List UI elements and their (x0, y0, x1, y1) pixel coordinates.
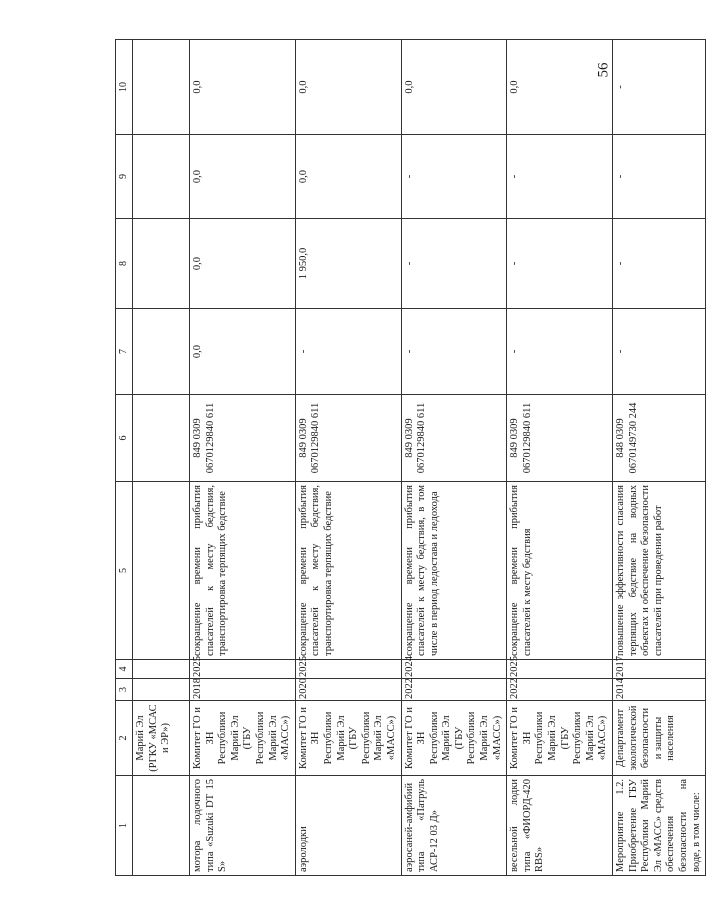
budget-code: 849 0309 0670129840 611 (190, 395, 296, 482)
value-col10: - (613, 40, 706, 135)
executor: Департамент экологической безопасности и защиты населения (613, 701, 706, 776)
executor: Комитет ГО и ЗН Республики Марий Эл (ГБУ Республики Марий Эл «МАСС») (190, 701, 296, 776)
header-cell: 9 (116, 135, 133, 219)
table-row (613, 40, 706, 876)
value-col10: 0,0 (190, 40, 296, 135)
measure-name: мотора лодочного типа «Suzuki DT 15 S» (190, 776, 296, 876)
header-cell: 1 (116, 776, 133, 876)
end-year (133, 660, 190, 679)
table-row (401, 40, 507, 876)
executor: Комитет ГО и ЗН Республики Марий Эл (ГБУ Республики Марий Эл «МАСС») (401, 701, 507, 776)
value-col9: - (613, 135, 706, 219)
value-col8: - (401, 219, 507, 309)
value-col7: - (401, 309, 507, 395)
rotated-table-wrapper (115, 40, 702, 876)
table-row (507, 40, 613, 876)
value-col7: 0,0 (190, 309, 296, 395)
end-year: 2024 (401, 660, 507, 679)
end-year: 2025 (507, 660, 613, 679)
expected-result (133, 482, 190, 660)
start-year: 2022 (401, 679, 507, 701)
value-col8: 1 950,0 (295, 219, 401, 309)
value-col8 (133, 219, 190, 309)
executor: Комитет ГО и ЗН Республики Марий Эл (ГБУ Республики Марий Эл «МАСС») (507, 701, 613, 776)
expected-result: повышение эффективности спасания терпящих бедствие на водных объектах и обеспечение безопасности спасателей при проведении работ (613, 482, 706, 660)
start-year: 2018 (190, 679, 296, 701)
value-col10: 0,0 (507, 40, 613, 135)
end-year: 2025 (190, 660, 296, 679)
header-cell: 10 (116, 40, 133, 135)
page-number: 56 (595, 62, 612, 78)
program-table (115, 39, 706, 876)
value-col7: - (613, 309, 706, 395)
value-col9: - (401, 135, 507, 219)
header-cell: 7 (116, 309, 133, 395)
end-year: 2017 (613, 660, 706, 679)
header-cell: 2 (116, 701, 133, 776)
value-col9: 0,0 (295, 135, 401, 219)
header-cell: 3 (116, 679, 133, 701)
header-row (116, 40, 133, 876)
end-year: 2025 (295, 660, 401, 679)
header-cell: 6 (116, 395, 133, 482)
measure-name: аэросаней-амфибий типа «Патруль АСР-12 03 Д» (401, 776, 507, 876)
start-year: 2022 (507, 679, 613, 701)
measure-name: весельной лодки типа «ФИОРД-420 RBS» (507, 776, 613, 876)
start-year (133, 679, 190, 701)
table-row (295, 40, 401, 876)
value-col8: - (613, 219, 706, 309)
measure-name: Мероприятие 1.2. Приобретение ГБУ Республики Марий Эл «МАСС» средств обеспечения безопасности на воде, в том числе: (613, 776, 706, 876)
budget-code (133, 395, 190, 482)
budget-code: 849 0309 0670129840 611 (295, 395, 401, 482)
value-col7: - (507, 309, 613, 395)
start-year: 2014 (613, 679, 706, 701)
expected-result: сокращение времени прибытия спасателей к месту бедствия, транспортировка терпящих бедствие (295, 482, 401, 660)
executor: Комитет ГО и ЗН Республики Марий Эл (ГБУ Республики Марий Эл «МАСС») (295, 701, 401, 776)
start-year: 2020 (295, 679, 401, 701)
value-col7: - (295, 309, 401, 395)
table-row (133, 40, 190, 876)
value-col9: 0,0 (190, 135, 296, 219)
header-cell: 8 (116, 219, 133, 309)
expected-result: сокращение времени прибытия спасателей к месту бедствия, транспортировка терпящих бедствие (190, 482, 296, 660)
budget-code: 849 0309 0670129840 611 (507, 395, 613, 482)
header-cell: 4 (116, 660, 133, 679)
budget-code: 849 0309 0670129840 611 (401, 395, 507, 482)
measure-name: аэролодки (295, 776, 401, 876)
value-col10: 0,0 (295, 40, 401, 135)
value-col9: - (507, 135, 613, 219)
value-col8: 0,0 (190, 219, 296, 309)
expected-result: сокращение времени прибытия спасателей к месту бедствия (507, 482, 613, 660)
value-col8: - (507, 219, 613, 309)
value-col10 (133, 40, 190, 135)
table-row (190, 40, 296, 876)
measure-name (133, 776, 190, 876)
header-cell: 5 (116, 482, 133, 660)
executor: Марий Эл (РГКУ «МСАС и ЭР») (133, 701, 190, 776)
expected-result: сокращение времени прибытия спасателей к месту бедствия, в том числе в период ледостава и ледохода (401, 482, 507, 660)
value-col9 (133, 135, 190, 219)
value-col7 (133, 309, 190, 395)
budget-code: 848 0309 0670149730 244 (613, 395, 706, 482)
value-col10: 0,0 (401, 40, 507, 135)
